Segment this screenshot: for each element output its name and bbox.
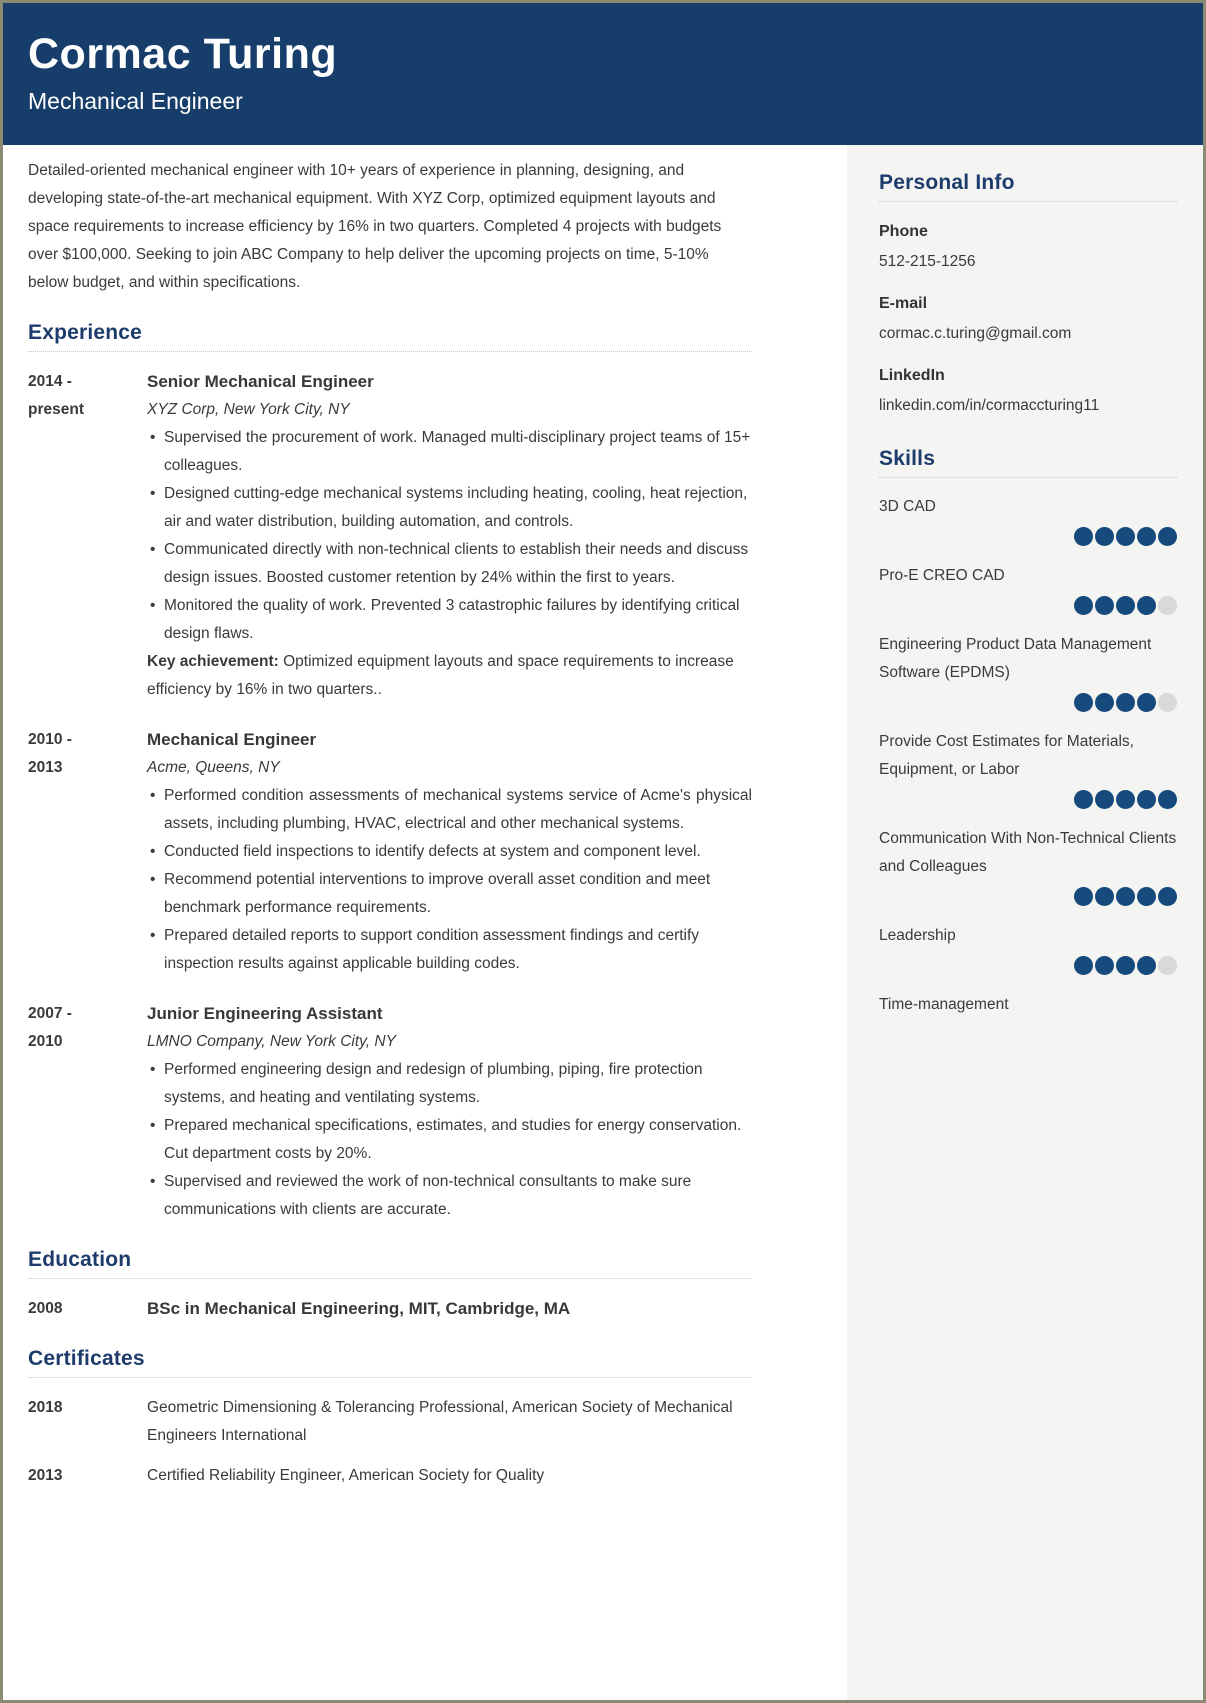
certificate-entry [28,1394,752,1450]
rating-dot-empty-icon [1158,693,1177,712]
section-divider [879,201,1177,202]
resume-header [3,3,1203,145]
certificate-name: Certified Reliability Engineer, American Society for Quality [147,1467,545,1485]
rating-dot-filled-icon [1137,693,1156,712]
rating-dot-filled-icon [1074,527,1093,546]
rating-dot-filled-icon [1074,596,1093,615]
rating-dot-filled-icon [1137,956,1156,975]
rating-dot-filled-icon [1074,693,1093,712]
section-divider [28,1278,752,1279]
education-year: 2008 [28,1300,63,1318]
key-achievement-label: Key achievement: [147,653,284,671]
skill-name: Pro-E CREO CAD [879,567,1005,585]
bullet-list [147,1056,752,1224]
rating-dot-filled-icon [1095,887,1114,906]
rating-dot-filled-icon [1074,790,1093,809]
section-divider [28,351,752,352]
person-name: Cormac Turing [28,30,338,78]
bullet-list [147,424,752,648]
contact-value: 512-215-1256 [879,253,976,271]
experience-entries [28,368,752,1224]
skill-rating [879,956,1177,975]
experience-dates: 2010 - 2013 [28,731,72,777]
rating-dot-filled-icon [1095,596,1114,615]
education-section-heading: Education [28,1248,132,1272]
job-title: Mechanical Engineer [147,730,317,750]
contact-item [879,361,1177,421]
certificate-body [147,1462,752,1490]
bullet-item: • Supervised the procurement of work. Managed multi-disciplinary project teams of 15+ colleagues. [147,424,752,480]
certificate-body [147,1394,752,1450]
experience-dates: 2014 - present [28,373,84,419]
skills-heading: Skills [879,447,936,471]
summary-paragraph: Detailed-oriented mechanical engineer with 10+ years of experience in planning, designing, and developing state-of-the-art mechanical equipment. With XYZ Corp, optimized equipment layouts and space requirements to increase efficiency by 16% in two quarters. Completed 4 projects with budgets over $100,000. Seeking to join ABC Company to help deliver the upcoming projects on time, 5-10% below budget, and within specifications. [28,162,722,292]
skill-name: Engineering Product Data Management Software (EPDMS) [879,636,1152,682]
certificate-year: 2013 [28,1467,63,1485]
bullet-item: • Prepared mechanical specifications, estimates, and studies for energy conservation. Cut department costs by 20%. [147,1112,752,1168]
contact-label: LinkedIn [879,367,945,385]
contact-label: E-mail [879,295,928,313]
job-title: Junior Engineering Assistant [147,1004,383,1024]
bullet-item: • Recommend potential interventions to improve overall asset condition and meet benchmark performance requirements. [147,866,752,922]
rating-dot-filled-icon [1137,596,1156,615]
experience-dates: 2007 - 2010 [28,1005,72,1051]
contact-items [879,217,1177,421]
contact-value: linkedin.com/in/cormaccturing11 [879,397,1100,415]
certificate-entry [28,1462,752,1490]
key-achievement: Key achievement: Optimized equipment layouts and space requirements to increase efficiency by 16% in two quarters.. [147,653,734,699]
bullet-item: • Designed cutting-edge mechanical systems including heating, cooling, heat rejection, air and water distribution, building automation, and controls. [147,480,752,536]
skill-item [879,991,1177,1019]
experience-body [147,368,752,704]
skill-name: 3D CAD [879,498,936,516]
rating-dot-filled-icon [1158,790,1177,809]
bullet-item: • Performed engineering design and redesign of plumbing, piping, fire protection systems, and heating and ventilating systems. [147,1056,752,1112]
experience-body [147,726,752,978]
skill-item [879,825,1177,906]
skill-item [879,922,1177,975]
certificates-section-heading: Certificates [28,1347,145,1371]
bullet-item: • Communicated directly with non-technical clients to establish their needs and discuss design issues. Boosted customer retention by 24% within the first to years. [147,536,752,592]
certificate-entries [28,1394,752,1490]
company-location: LMNO Company, New York City, NY [147,1033,396,1051]
education-body [147,1295,752,1323]
certificate-year: 2018 [28,1399,63,1417]
skill-items [879,493,1177,1019]
contact-item [879,217,1177,277]
section-divider [28,1377,752,1378]
skill-rating [879,693,1177,712]
section-divider [879,477,1177,478]
rating-dot-filled-icon [1116,790,1135,809]
certificate-name: Geometric Dimensioning & Tolerancing Professional, American Society of Mechanical Engineers International [147,1399,733,1445]
bullet-item: • Monitored the quality of work. Prevented 3 catastrophic failures by identifying critical design flaws. [147,592,752,648]
rating-dot-filled-icon [1116,956,1135,975]
skill-rating [879,887,1177,906]
skill-name: Provide Cost Estimates for Materials, Equipment, or Labor [879,733,1134,779]
contact-item [879,289,1177,349]
bullet-item: • Conducted field inspections to identify defects at system and component level. [147,838,752,866]
bullet-list [147,782,752,978]
company-location: XYZ Corp, New York City, NY [147,401,350,419]
rating-dot-empty-icon [1158,956,1177,975]
skill-item [879,728,1177,809]
rating-dot-filled-icon [1095,693,1114,712]
bullet-item: • Prepared detailed reports to support condition assessment findings and certify inspection results against applicable building codes. [147,922,752,978]
skill-item [879,493,1177,546]
experience-section-heading: Experience [28,321,143,345]
bullet-item: • Performed condition assessments of mechanical systems service of Acme's physical assets, including plumbing, HVAC, electrical and other mechanical systems. [147,782,752,838]
rating-dot-filled-icon [1158,887,1177,906]
rating-dot-filled-icon [1137,887,1156,906]
rating-dot-filled-icon [1116,887,1135,906]
skill-rating [879,790,1177,809]
sidebar-column [847,145,1203,1700]
skill-rating [879,596,1177,615]
rating-dot-filled-icon [1095,956,1114,975]
education-entry [28,1295,752,1323]
company-location: Acme, Queens, NY [147,759,280,777]
experience-entry [28,368,752,704]
education-degree: BSc in Mechanical Engineering, MIT, Cambridge, MA [147,1299,571,1319]
rating-dot-empty-icon [1158,596,1177,615]
education-entries [28,1295,752,1323]
skill-rating [879,527,1177,546]
skill-item [879,562,1177,615]
skill-name: Time-management [879,996,1009,1014]
skill-name: Communication With Non-Technical Clients and Colleagues [879,830,1177,876]
skill-name: Leadership [879,927,956,945]
job-title: Senior Mechanical Engineer [147,372,374,392]
rating-dot-filled-icon [1116,527,1135,546]
rating-dot-filled-icon [1158,527,1177,546]
rating-dot-filled-icon [1095,527,1114,546]
bullet-item: • Supervised and reviewed the work of non-technical consultants to make sure communications with clients are accurate. [147,1168,752,1224]
rating-dot-filled-icon [1116,596,1135,615]
skill-item [879,631,1177,712]
rating-dot-filled-icon [1095,790,1114,809]
rating-dot-filled-icon [1137,527,1156,546]
contact-label: Phone [879,223,928,241]
rating-dot-filled-icon [1137,790,1156,809]
content-columns [3,145,1203,1700]
experience-entry [28,1000,752,1224]
rating-dot-filled-icon [1074,956,1093,975]
rating-dot-filled-icon [1074,887,1093,906]
person-job-title: Mechanical Engineer [28,88,243,115]
rating-dot-filled-icon [1116,693,1135,712]
experience-entry [28,726,752,978]
contact-value: cormac.c.turing@gmail.com [879,325,1072,343]
main-column [3,145,847,1700]
personal-info-heading: Personal Info [879,171,1015,195]
experience-body [147,1000,752,1224]
